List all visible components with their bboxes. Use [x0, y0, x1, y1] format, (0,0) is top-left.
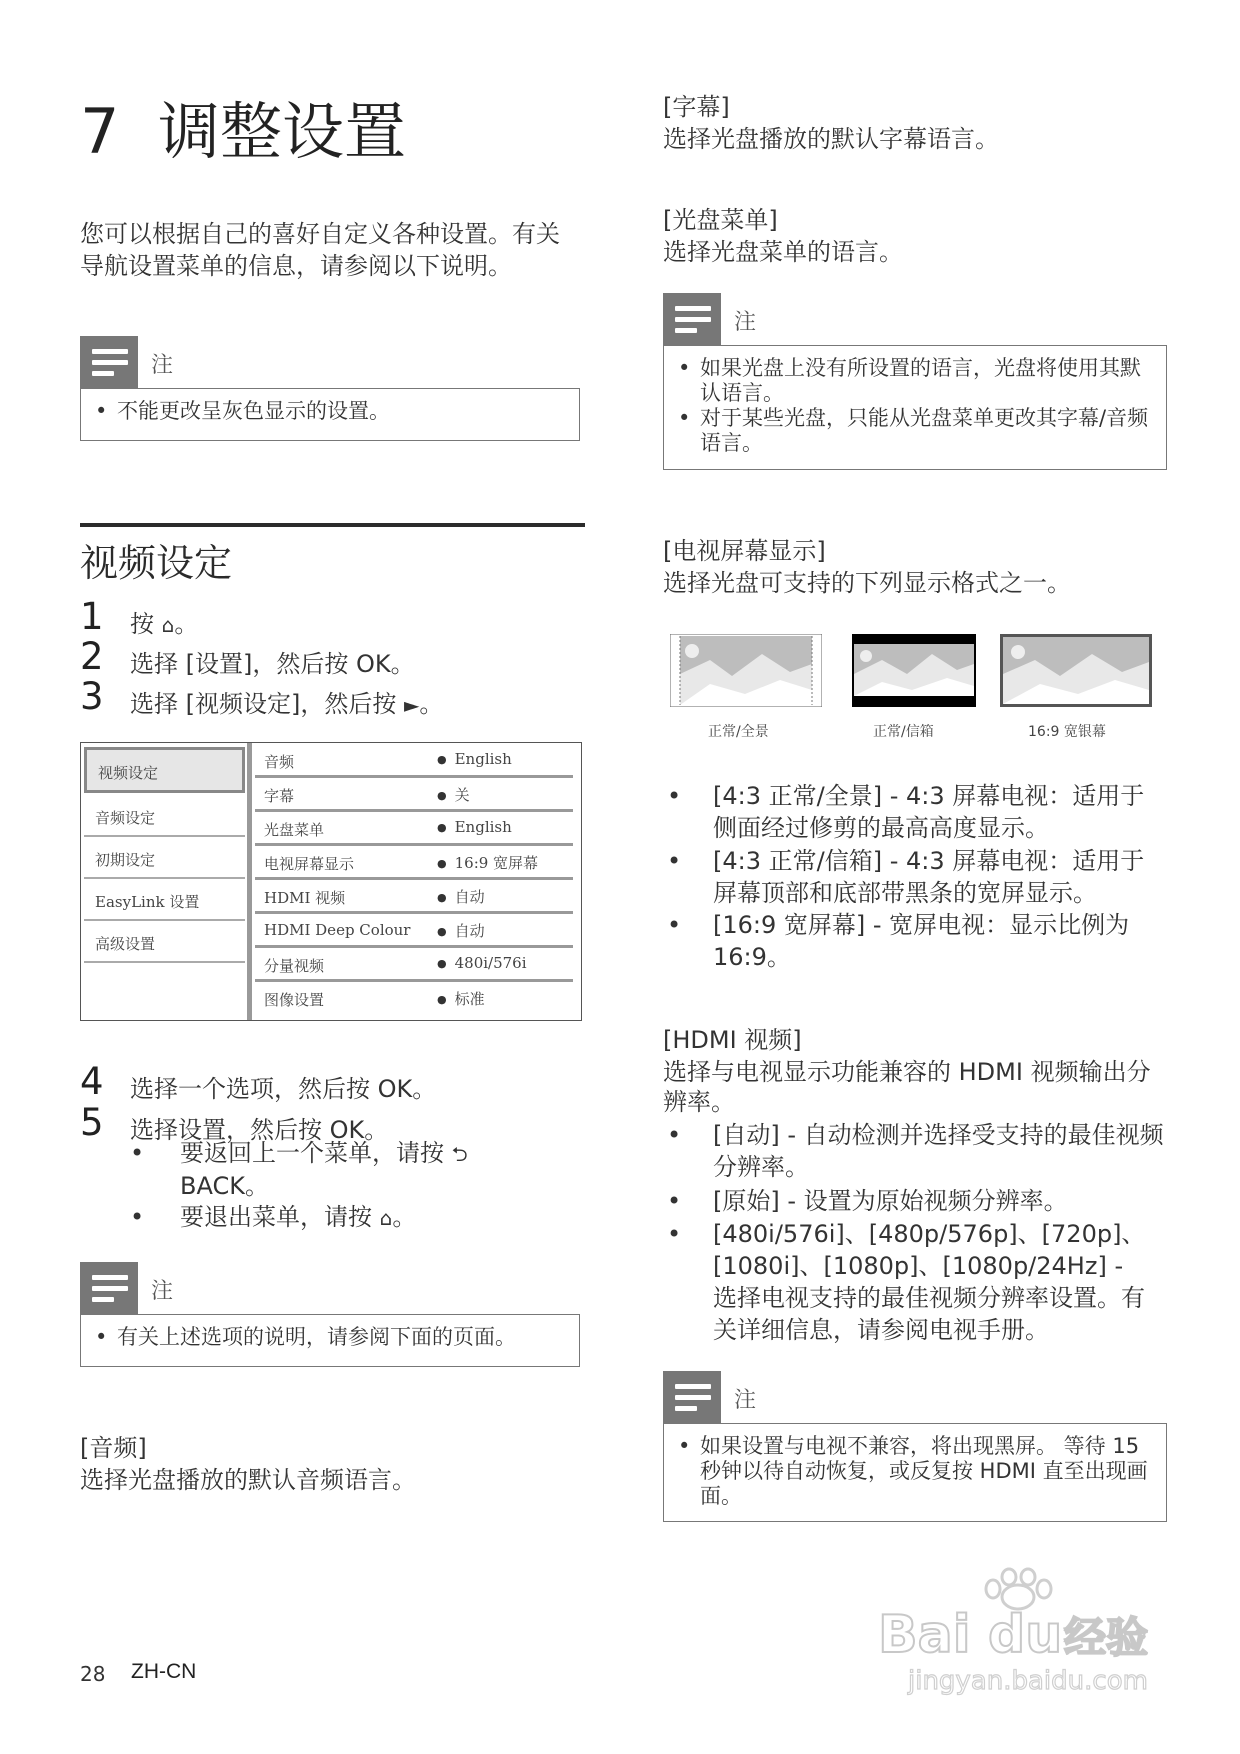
audio-description: 选择光盘播放的默认音频语言。	[80, 1466, 416, 1494]
menu-category-initial[interactable]: 初期设定	[84, 837, 245, 879]
home-icon: ⌂	[379, 1206, 393, 1230]
step5-bullet-back: • 要返回上一个菜单，请按 ⮌ BACK。	[130, 1139, 468, 1200]
note-label: 注	[734, 310, 757, 335]
widescreen-illustration	[1000, 634, 1152, 707]
step-number: 3	[80, 675, 104, 718]
step-number: 2	[80, 635, 104, 678]
menu-row-component-video[interactable]: 分量视频 ● 480i/576i	[255, 948, 573, 982]
baidu-watermark-logo	[868, 1567, 1168, 1697]
menu-category-video[interactable]: 视频设定	[84, 747, 245, 793]
note-item: • 如果设置与电视不兼容，将出现黑屏。 等待 15 秒钟以待自动恢复，或反复按 HDMI 直至出现画面。	[678, 1434, 1152, 1509]
step-number: 4	[80, 1060, 104, 1103]
note-item: • 有关上述选项的说明，请参阅下面的页面。	[95, 1325, 565, 1350]
note-box	[663, 1371, 1167, 1522]
hdmi-label: [HDMI 视频]	[663, 1026, 802, 1054]
tv-display-description: 选择光盘可支持的下列显示格式之一。	[663, 569, 1071, 597]
chapter-heading	[80, 82, 406, 171]
note-box	[80, 1262, 580, 1367]
menu-row-audio[interactable]: 音频 ● English	[255, 744, 573, 778]
tv-bullet-pan-scan: • [4:3 正常/全景] - 4:3 屏幕电视：适用于侧面经过修剪的最高高度显示。	[667, 782, 1145, 842]
step-text: 选择 [视频设定]，然后按 ►。	[130, 690, 444, 718]
section-title: 视频设定	[80, 541, 233, 585]
step-text: 选择 [设置]，然后按 OK。	[130, 650, 415, 678]
note-icon	[663, 1371, 721, 1423]
caption-letterbox: 正常/信箱	[873, 724, 934, 740]
language-code: ZH-CN	[131, 1660, 197, 1683]
step-number: 1	[80, 595, 104, 638]
step-text: 选择设置，然后按 OK。	[130, 1116, 389, 1144]
note-icon	[80, 1262, 138, 1314]
menu-row-disc-menu[interactable]: 光盘菜单 ● English	[255, 812, 573, 846]
disc-menu-label: [光盘菜单]	[663, 206, 778, 234]
pan-scan-illustration	[670, 634, 822, 707]
tv-bullet-widescreen: • [16:9 宽屏幕] - 宽屏电视：显示比例为 16:9。	[667, 911, 1130, 971]
svg-text:Bai: Bai	[878, 1605, 971, 1665]
svg-text:经验: 经验	[1064, 1613, 1149, 1662]
tv-bullet-letterbox: • [4:3 正常/信箱] - 4:3 屏幕电视：适用于屏幕顶部和底部带黑条的宽屏显示。	[667, 847, 1145, 907]
note-box	[663, 293, 1167, 470]
section-rule	[80, 523, 585, 527]
menu-category-audio[interactable]: 音频设定	[84, 795, 245, 837]
menu-row-tv-display[interactable]: 电视屏幕显示 ● 16:9 宽屏幕	[255, 846, 573, 880]
menu-category-easylink[interactable]: EasyLink 设置	[84, 879, 245, 921]
settings-menu-screenshot	[80, 742, 582, 1021]
subtitle-description: 选择光盘播放的默认字幕语言。	[663, 125, 999, 153]
menu-row-hdmi-deep-colour[interactable]: HDMI Deep Colour ● 自动	[255, 914, 573, 948]
back-icon: ⮌	[451, 1142, 468, 1166]
subtitle-label: [字幕]	[663, 93, 730, 121]
page-number: 28	[80, 1662, 106, 1686]
right-arrow-icon: ►	[403, 693, 420, 717]
note-item: • 如果光盘上没有所设置的语言，光盘将使用其默认语言。	[678, 356, 1152, 406]
note-label: 注	[151, 1279, 174, 1304]
menu-category-advanced[interactable]: 高级设置	[84, 921, 245, 963]
caption-widescreen: 16:9 宽银幕	[1028, 724, 1106, 740]
step-number: 5	[80, 1101, 104, 1144]
menu-row-hdmi-video[interactable]: HDMI 视频 ● 自动	[255, 880, 573, 914]
note-label: 注	[734, 1388, 757, 1413]
note-label: 注	[151, 353, 174, 378]
letterbox-illustration	[852, 634, 976, 707]
note-item: • 对于某些光盘，只能从光盘菜单更改其字幕/音频语言。	[678, 406, 1152, 456]
menu-row-picture-setting[interactable]: 图像设置 ● 标准	[255, 982, 573, 1013]
note-box	[80, 336, 580, 441]
caption-pan-scan: 正常/全景	[708, 724, 769, 740]
disc-menu-description: 选择光盘菜单的语言。	[663, 238, 903, 266]
intro-paragraph: 您可以根据自己的喜好自定义各种设置。有关导航设置菜单的信息，请参阅以下说明。	[80, 220, 560, 280]
audio-label: [音频]	[80, 1434, 147, 1462]
step-text: 选择一个选项，然后按 OK。	[130, 1075, 437, 1103]
note-icon	[663, 293, 721, 345]
svg-text:jingyan.baidu.com: jingyan.baidu.com	[908, 1666, 1148, 1696]
step-text: 按 ⌂。	[130, 610, 199, 638]
chapter-number: 7	[80, 95, 120, 168]
home-icon: ⌂	[161, 613, 175, 637]
tv-display-label: [电视屏幕显示]	[663, 537, 826, 565]
chapter-title: 调整设置	[158, 95, 407, 168]
svg-text:du: du	[988, 1605, 1063, 1665]
note-icon	[80, 336, 138, 388]
menu-row-subtitle[interactable]: 字幕 ● 关	[255, 778, 573, 812]
hdmi-description: 选择与电视显示功能兼容的 HDMI 视频输出分辨率。	[663, 1058, 1151, 1116]
hdmi-bullet-auto: • [自动] - 自动检测并选择受支持的最佳视频分辨率。	[667, 1121, 1164, 1181]
menu-category-list	[81, 743, 252, 1020]
note-item: • 不能更改呈灰色显示的设置。	[95, 399, 565, 424]
hdmi-bullet-resolutions: • [480i/576i]、[480p/576p]、[720p]、[1080i]、[1080p]、[1080p/24Hz] - 选择电视支持的最佳视频分辨率设置。有关详细信息，请参阅电视手册。	[667, 1220, 1146, 1344]
